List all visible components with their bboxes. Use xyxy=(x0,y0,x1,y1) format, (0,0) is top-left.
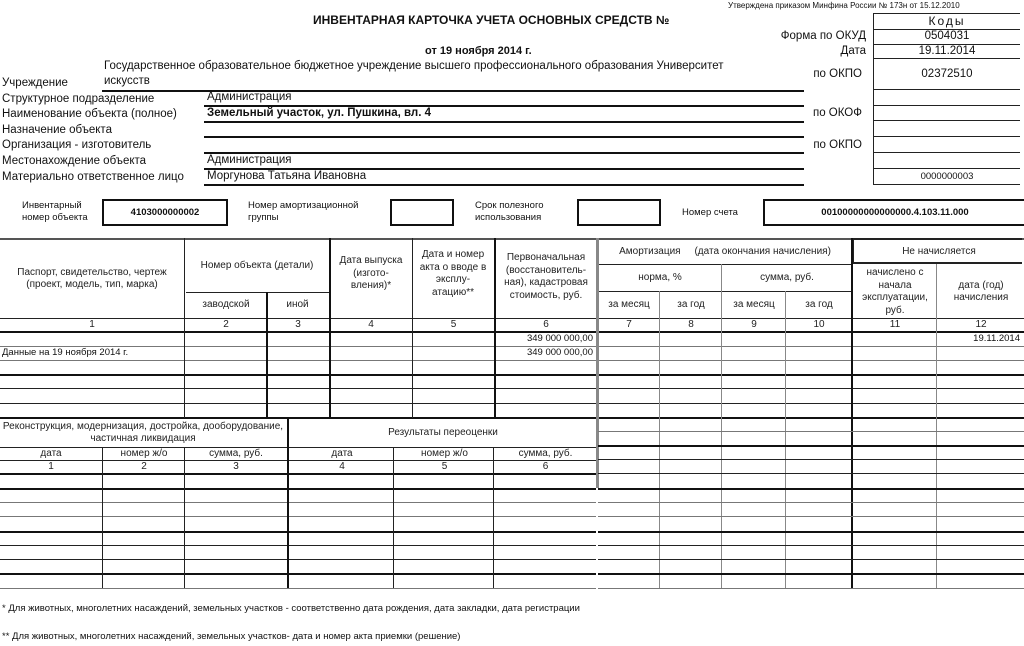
col-header-factory: заводской xyxy=(202,299,250,311)
object-name-label: Наименование объекта (полное) xyxy=(2,108,177,120)
amort-group-label-line1: Номер амортизационной xyxy=(248,200,359,211)
okpo-manufacturer-label: по ОКПО xyxy=(813,139,862,151)
col-num-10: 10 xyxy=(813,318,825,330)
col-header-other: иной xyxy=(286,299,309,311)
col-num-12: 12 xyxy=(975,318,987,330)
amortization-group-label xyxy=(248,200,358,224)
lower-num-6: 6 xyxy=(542,460,549,472)
institution-label: Учреждение xyxy=(2,77,68,89)
lower-num-5: 5 xyxy=(441,460,448,472)
col-header-passport: Паспорт, свидетельство, чертеж (проект, модель, тип, марка) xyxy=(17,266,167,290)
location-value: Администрация xyxy=(207,154,292,166)
col-header-rate-year: за год xyxy=(677,298,705,310)
okud-label: Форма по ОКУД xyxy=(780,30,866,42)
col-header-initial-cost: Первоначальная (восстановитель-ная), кадастровая стоимость, руб. xyxy=(504,252,588,301)
col-num-1: 1 xyxy=(89,318,95,330)
okpo-value: 02372510 xyxy=(921,68,973,80)
location-label: Местонахождение объекта xyxy=(2,155,147,167)
document-date: от 19 ноября 2014 г. xyxy=(425,45,532,57)
institution-value-line1: Государственное образовательное бюджетное учреждение высшего профессионального образования Университет xyxy=(104,60,724,72)
col-num-7: 7 xyxy=(626,318,632,330)
purpose-label: Назначение объекта xyxy=(2,124,112,136)
lower-col-date-1: дата xyxy=(40,447,62,459)
inventory-label-line1: Инвентарный xyxy=(22,200,82,211)
useful-life-label-line1: Срок полезного xyxy=(475,200,544,211)
manufacturer-label: Организация - изготовитель xyxy=(2,139,152,151)
inventory-label-line2: номер объекта xyxy=(22,212,88,223)
lower-col-sum-2: сумма, руб. xyxy=(518,447,573,459)
okpo-label: по ОКПО xyxy=(813,68,862,80)
row1-accrual-date: 19.11.2014 xyxy=(973,333,1020,344)
account-number-box: 00100000000000000.4.103.11.000 xyxy=(763,199,1024,226)
okof-label: по ОКОФ xyxy=(812,107,862,119)
lower-num-4: 4 xyxy=(339,460,345,472)
col-header-sum: сумма, руб. xyxy=(760,271,814,283)
account-number-label: Номер счета xyxy=(682,207,738,218)
col-num-2: 2 xyxy=(223,318,229,330)
footnote-2: ** Для животных, многолетних насаждений, земельных участков- дата и номер акта приемки (решение) xyxy=(2,631,461,642)
lower-col-journal-2: номер ж/о xyxy=(421,447,468,459)
row2-initial-cost: 349 000 000,00 xyxy=(526,347,593,358)
col-num-9: 9 xyxy=(751,318,757,330)
responsible-value: Моргунова Татьяна Ивановна xyxy=(207,170,367,182)
row2-data-label: Данные на 19 ноября 2014 г. xyxy=(2,347,129,358)
lower-col-journal-1: номер ж/о xyxy=(120,447,168,459)
col-header-sum-month: за месяц xyxy=(733,298,775,310)
amortization-group-box xyxy=(390,199,454,226)
date-value: 19.11.2014 xyxy=(918,45,976,57)
lower-num-3: 3 xyxy=(233,460,239,472)
inventory-number-box: 4103000000002 xyxy=(102,199,228,226)
row1-initial-cost: 349 000 000,00 xyxy=(526,333,593,344)
col-num-6: 6 xyxy=(543,318,549,330)
lower-num-1: 1 xyxy=(48,460,54,472)
lower-col-sum-1: сумма, руб. xyxy=(209,447,263,459)
col-num-11: 11 xyxy=(889,318,901,330)
col-header-rate: норма, % xyxy=(638,271,682,283)
col-header-amortization: Амортизация (дата окончания начисления) xyxy=(619,245,831,257)
lower-num-2: 2 xyxy=(141,460,147,472)
col-header-accrual-date: дата (год) начисления xyxy=(953,279,1009,303)
institution-value-line2: искусств xyxy=(104,75,150,87)
revaluation-header: Результаты переоценки xyxy=(388,426,498,438)
division-value: Администрация xyxy=(207,91,292,103)
amort-group-label-line2: группы xyxy=(248,212,279,223)
col-header-act-date: Дата и номер акта о вводе в эксплу-атацию** xyxy=(419,249,487,298)
useful-life-label xyxy=(475,200,544,224)
document-title: ИНВЕНТАРНАЯ КАРТОЧКА УЧЕТА ОСНОВНЫХ СРЕДСТВ № xyxy=(313,13,670,27)
col-header-not-charged: Не начисляется xyxy=(902,245,976,257)
inventory-number-label xyxy=(22,200,88,224)
object-name-value: Земельный участок, ул. Пушкина, вл. 4 xyxy=(207,107,432,119)
division-label: Структурное подразделение xyxy=(2,93,155,105)
okud-value: 0504031 xyxy=(924,30,970,42)
lower-col-date-2: дата xyxy=(331,447,353,459)
footnote-1: * Для животных, многолетних насаждений, земельных участков - соответственно дата рождения, дата закладки, дата регистрации xyxy=(2,603,580,614)
codes-header: Коды xyxy=(928,14,966,28)
col-num-8: 8 xyxy=(688,318,694,330)
approval-note: Утверждена приказом Минфина России № 173н от 15.12.2010 xyxy=(728,1,960,10)
col-header-sum-year: за год xyxy=(805,298,833,310)
col-num-4: 4 xyxy=(368,318,374,330)
useful-life-box xyxy=(577,199,661,226)
responsible-label: Материально ответственное лицо xyxy=(2,171,184,183)
col-header-object-number: Номер объекта (детали) xyxy=(200,259,314,271)
reconstruction-header: Реконструкция, модернизация, достройка, дооборудование, частичная ликвидация xyxy=(2,420,284,444)
date-label: Дата xyxy=(840,45,866,57)
col-header-rate-month: за месяц xyxy=(608,298,650,310)
col-num-5: 5 xyxy=(450,318,457,330)
col-header-release-date: Дата выпуска (изгото-вления)* xyxy=(339,255,403,292)
col-num-3: 3 xyxy=(295,318,301,330)
code-last-value: 0000000003 xyxy=(920,171,974,182)
useful-life-label-line2: использования xyxy=(475,212,542,223)
col-header-accrued: начислено с начала эксплуатации, руб. xyxy=(862,267,928,316)
